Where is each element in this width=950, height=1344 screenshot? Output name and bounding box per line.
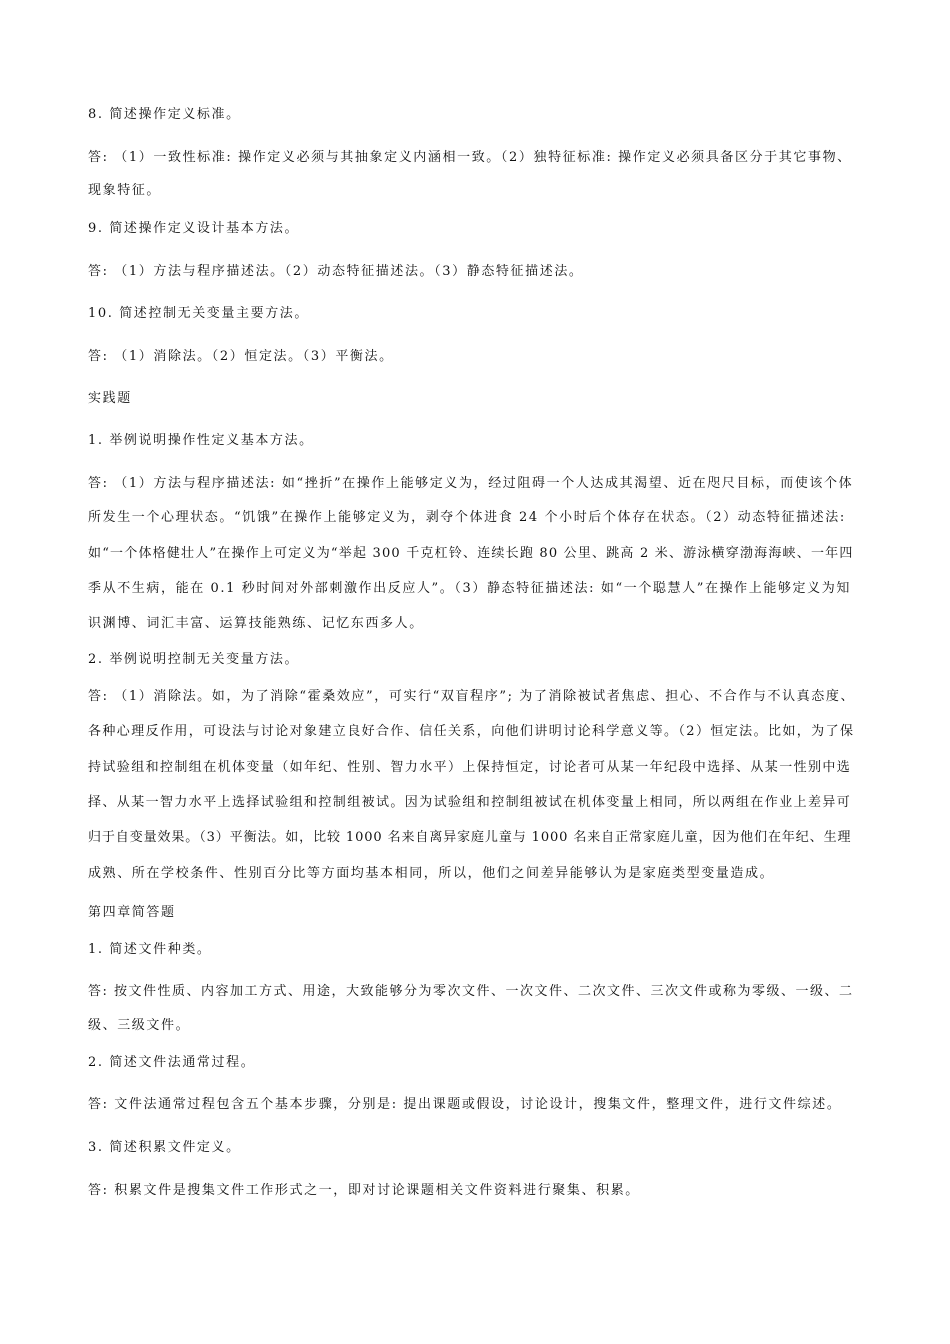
practice-answer-1-line-4: 季从不生病，能在 0.1 秒时间对外部刺激作出反应人”。（3）静态特征描述法: 如“一个聪慧人”在操作上能够定义为知 bbox=[88, 581, 851, 596]
ch4-answer-1-line-2: 级、三级文件。 bbox=[88, 1018, 191, 1033]
ch4-answer-3: 答: 积累文件是搜集文件工作形式之一，即对讨论课题相关文件资料进行聚集、积累。 bbox=[88, 1183, 640, 1198]
ch4-question-1: 1. 简述文件种类。 bbox=[88, 942, 212, 957]
practice-question-1: 1. 举例说明操作性定义基本方法。 bbox=[88, 433, 314, 448]
practice-answer-1-line-3: 如“一个体格健壮人”在操作上可定义为“举起 300 千克杠铃、连续长跑 80 公里、跳高 2 米、游泳横穿渤海海峡、一年四 bbox=[88, 546, 854, 561]
ch4-question-3: 3. 简述积累文件定义。 bbox=[88, 1140, 241, 1155]
ch4-answer-2: 答: 文件法通常过程包含五个基本步骤，分别是: 提出课题或假设，讨论设计，搜集文件，整理文件，进行文件综述。 bbox=[88, 1097, 842, 1112]
answer-8-line-1: 答: （1）一致性标准: 操作定义必须与其抽象定义内涵相一致。（2）独特征标准: 操作定义必须具备区分于其它事物、 bbox=[88, 150, 852, 165]
answer-10: 答: （1）消除法。（2）恒定法。（3）平衡法。 bbox=[88, 349, 394, 364]
section-heading-practice: 实践题 bbox=[88, 391, 132, 406]
practice-answer-1-line-5: 识渊博、词汇丰富、运算技能熟练、记忆东西多人。 bbox=[88, 616, 424, 631]
practice-answer-1-line-2: 所发生一个心理状态。“饥饿”在操作上能够定义为，剥夺个体进食 24 个小时后个体存在状态。（2）动态特征描述法: bbox=[88, 510, 846, 525]
ch4-question-2: 2. 简述文件法通常过程。 bbox=[88, 1055, 256, 1070]
question-10: 10. 简述控制无关变量主要方法。 bbox=[88, 306, 310, 321]
practice-answer-2-line-3: 持试验组和控制组在机体变量（如年纪、性别、智力水平）上保持恒定，讨论者可从某一年纪段中选择、从某一性别中选 bbox=[88, 760, 852, 775]
question-9: 9. 简述操作定义设计基本方法。 bbox=[88, 221, 300, 236]
practice-answer-2-line-1: 答: （1）消除法。如，为了消除“霍桑效应”，可实行“双盲程序”; 为了消除被试者焦虑、担心、不合作与不认真态度、 bbox=[88, 689, 856, 704]
ch4-answer-1-line-1: 答: 按文件性质、内容加工方式、用途，大致能够分为零次文件、一次文件、二次文件、三次文件或称为零级、一级、二 bbox=[88, 984, 854, 999]
practice-answer-2-line-2: 各种心理反作用，可设法与讨论对象建立良好合作、信任关系，向他们讲明讨论科学意义等。（2）恒定法。比如，为了保 bbox=[88, 724, 855, 739]
practice-answer-2-line-6: 成熟、所在学校条件、性别百分比等方面均基本相同，所以，他们之间差异能够认为是家庭类型变量造成。 bbox=[88, 866, 775, 881]
answer-9: 答: （1）方法与程序描述法。（2）动态特征描述法。（3）静态特征描述法。 bbox=[88, 264, 584, 279]
practice-answer-2-line-4: 择、从某一智力水平上选择试验组和控制组被试。因为试验组和控制组被试在机体变量上相同，所以两组在作业上差异可 bbox=[88, 795, 852, 810]
practice-question-2: 2. 举例说明控制无关变量方法。 bbox=[88, 652, 300, 667]
practice-answer-1-line-1: 答: （1）方法与程序描述法: 如“挫折”在操作上能够定义为，经过阻碍一个人达成其渴望、近在咫尺目标，而使该个体 bbox=[88, 476, 854, 491]
practice-answer-2-line-5: 归于自变量效果。（3）平衡法。如，比较 1000 名来自离异家庭儿童与 1000 名来自正常家庭儿童，因为他们在年纪、生理 bbox=[88, 830, 852, 845]
answer-8-line-2: 现象特征。 bbox=[88, 183, 162, 198]
chapter-heading: 第四章简答题 bbox=[88, 905, 176, 920]
question-8: 8. 简述操作定义标准。 bbox=[88, 107, 241, 122]
